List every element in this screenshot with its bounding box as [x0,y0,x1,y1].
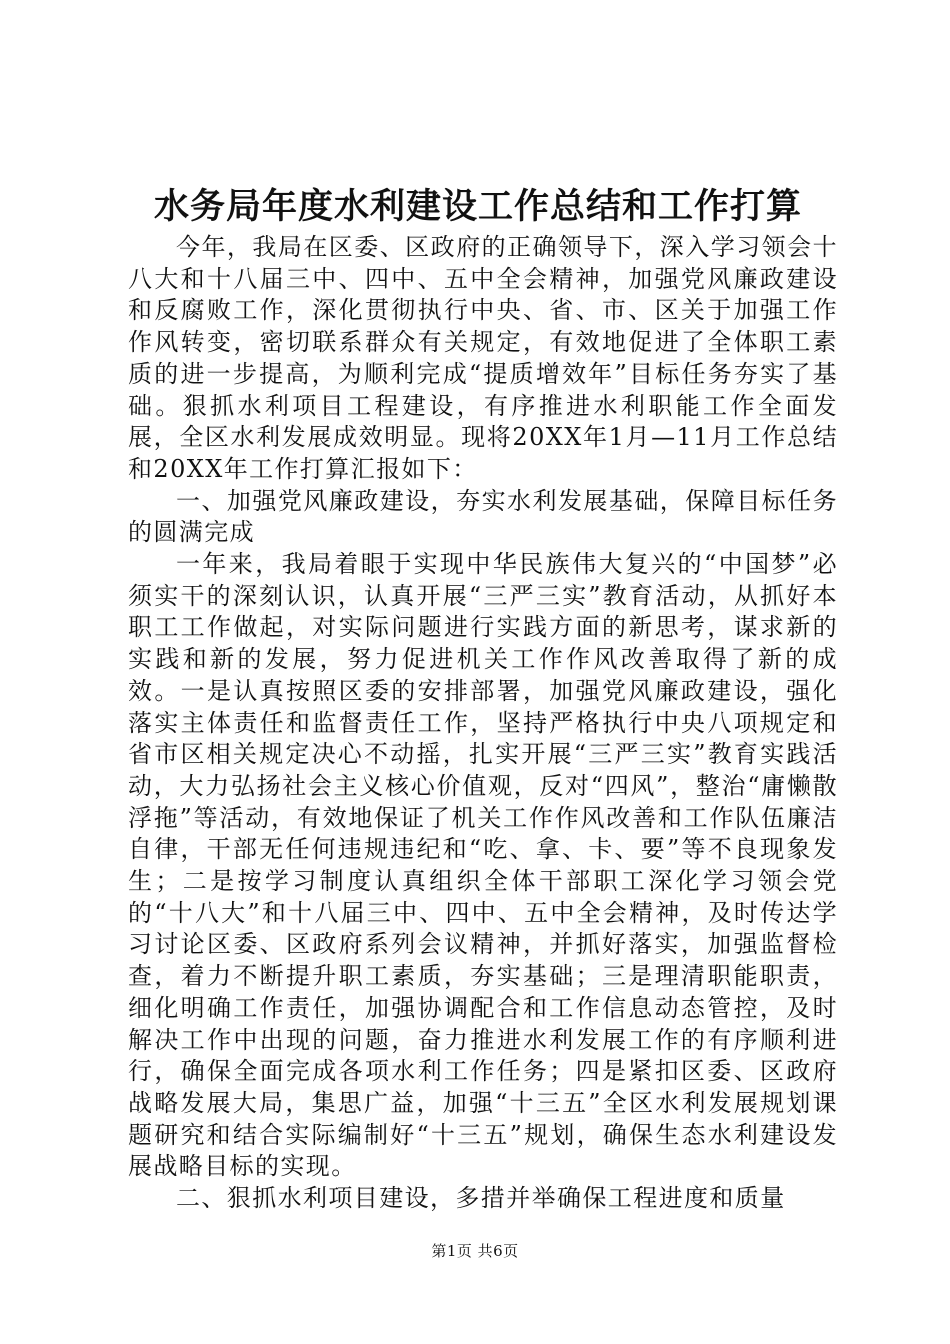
page-footer: 第1页 共6页 [431,1242,519,1260]
paragraph-intro: 今年，我局在区委、区政府的正确领导下，深入学习领会十八大和十八届三中、四中、五中全会精神，加强党风廉政建设和反腐败工作，深化贯彻执行中央、省、市、区关于加强工作作风转变，密切联系群众有关规定，有效地促进了全体职工素质的进一步提高，为顺利完成“提质增效年”目标任务夯实了基础。狠抓水利项目工程建设，有序推进水利职能工作全面发展，全区水利发展成效明显。现将20XX年1月—11月工作总结和20XX年工作打算汇报如下： [128,233,838,483]
document-title: 水务局年度水利建设工作总结和工作打算 [153,187,802,227]
paragraph-section-1: 一年来，我局着眼于实现中华民族伟大复兴的“中国梦”必须实干的深刻认识，认真开展“三严三实”教育活动，从抓好本职工工作做起，对实际问题进行实践方面的新思考，谋求新的实践和新的发展，努力促进机关工作作风改善取得了新的成效。一是认真按照区委的安排部署，加强党风廉政建设，强化落实主体责任和监督责任工作，坚持严格执行中央八项规定和省市区相关规定决心不动摇，扎实开展“三严三实”教育实践活动，大力弘扬社会主义核心价值观，反对“四风”，整治“庸懒散浮拖”等活动，有效地保证了机关工作作风改善和工作队伍廉洁自律，干部无任何违规违纪和“吃、拿、卡、要”等不良现象发生；二是按学习制度认真组织全体干部职工深化学习领会党的“十八大”和十八届三中、四中、五中全会精神，及时传达学习讨论区委、区政府系列会议精神，并抓好落实，加强监督检查，着力不断提升职工素质，夯实基础；三是理清职能职责，细化明确工作责任，加强协调配合和工作信息动态管控，及时解决工作中出现的问题，奋力推进水利发展工作的有序顺利进行，确保全面完成各项水利工作任务；四是紧扣区委、区政府战略发展大局，集思广益，加强“十三五”全区水利发展规划课题研究和结合实际编制好“十三五”规划，确保生态水利建设发展战略目标的实现。 [128,550,838,1181]
section-heading-2: 二、狠抓水利项目建设，多措并举确保工程进度和质量 [176,1184,786,1213]
document-body [128,232,838,1215]
section-heading-1: 一、加强党风廉政建设，夯实水利发展基础，保障目标任务的圆满完成 [128,486,838,547]
